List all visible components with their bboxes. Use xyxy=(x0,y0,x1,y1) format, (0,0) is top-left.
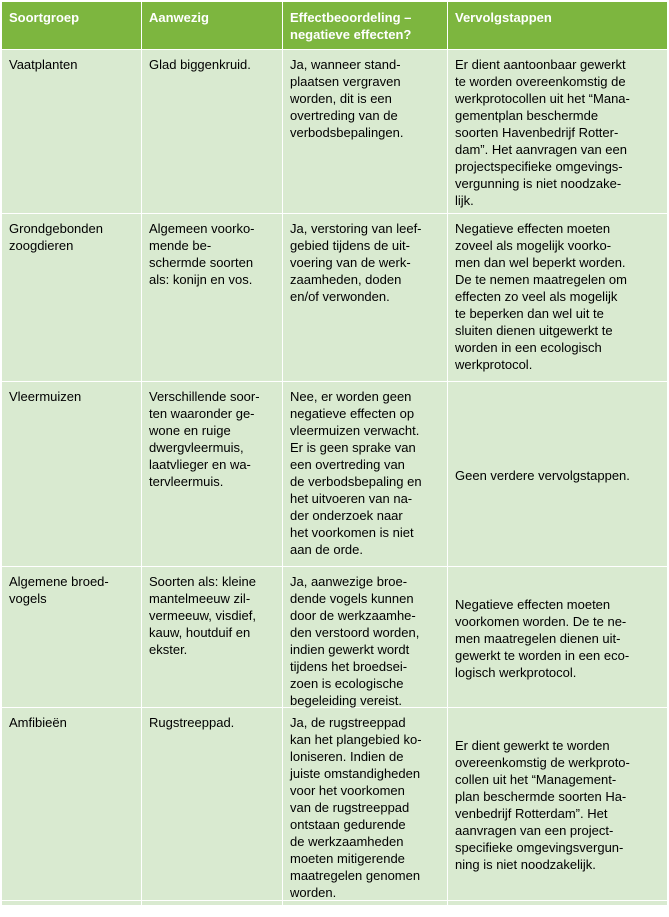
cell-vervolg: Geen verdere vervolgstappen. xyxy=(448,382,668,567)
cell-soortgroep: Vleermuizen xyxy=(2,382,142,567)
cell-aanwezig: Glad biggenkruid. xyxy=(142,50,283,214)
table-row-empty xyxy=(2,901,668,906)
header-effectbeoordeling: Effectbeoordeling – negatieve effecten? xyxy=(283,2,448,50)
cell-empty xyxy=(142,901,283,906)
cell-aanwezig: Rugstreeppad. xyxy=(142,708,283,901)
cell-soortgroep: Grondgebonden zoogdieren xyxy=(2,214,142,382)
cell-vervolg: Negatieve effecten moeten zoveel als mogelijk voorko- men dan wel beperkt worden. De te nemen maatregelen om effecten zo veel als mogelijk te beperken dan wel uit te sluiten dienen uitgewerkt te worden in een ecologisch werkprotocol. xyxy=(448,214,668,382)
cell-empty xyxy=(283,901,448,906)
cell-soortgroep: Amfibieën xyxy=(2,708,142,901)
cell-vervolg: Er dient aantoonbaar gewerkt te worden overeenkomstig de werkprotocollen uit het “Mana- gementplan beschermde soorten Havenbedrijf Rotter- dam”. Het aanvragen van een projectspecifieke omgevings- vergunning is niet noodzake- lijk. xyxy=(448,50,668,214)
species-assessment-table xyxy=(1,1,668,906)
table-row xyxy=(2,382,668,567)
cell-vervolg: Er dient gewerkt te worden overeenkomstig de werkproto- collen uit het “Management- plan beschermde soorten Ha- venbedrijf Rotterdam”. Het aanvragen van een project- specifieke omgevingsvergun- ning is niet noodzakelijk. xyxy=(448,708,668,901)
cell-vervolg: Negatieve effecten moeten voorkomen worden. De te ne- men maatregelen dienen uit- gewerkt te worden in een eco- logisch werkprotocol. xyxy=(448,567,668,708)
cell-empty xyxy=(2,901,142,906)
cell-aanwezig: Verschillende soor- ten waaronder ge- wone en ruige dwergvleermuis, laatvlieger en wa- tervleermuis. xyxy=(142,382,283,567)
cell-aanwezig: Algemeen voorko- mende be- schermde soorten als: konijn en vos. xyxy=(142,214,283,382)
cell-empty xyxy=(448,901,668,906)
cell-effect: Ja, wanneer stand- plaatsen vergraven worden, dit is een overtreding van de verbodsbepalingen. xyxy=(283,50,448,214)
header-aanwezig: Aanwezig xyxy=(142,2,283,50)
table-row xyxy=(2,214,668,382)
cell-aanwezig: Soorten als: kleine mantelmeeuw zil- vermeeuw, visdief, kauw, houtduif en ekster. xyxy=(142,567,283,708)
cell-soortgroep: Vaatplanten xyxy=(2,50,142,214)
cell-effect: Nee, er worden geen negatieve effecten op vleermuizen verwacht. Er is geen sprake van een overtreding van de verbodsbepaling en het uitvoeren van na- der onderzoek naar het voorkomen is niet aan de orde. xyxy=(283,382,448,567)
cell-effect: Ja, verstoring van leef- gebied tijdens de uit- voering van de werk- zaamheden, doden en/of verwonden. xyxy=(283,214,448,382)
cell-soortgroep: Algemene broed- vogels xyxy=(2,567,142,708)
table-row xyxy=(2,50,668,214)
cell-effect: Ja, de rugstreeppad kan het plangebied ko- loniseren. Indien de juiste omstandigheden voor het voorkomen van de rugstreeppad ontstaan gedurende de werkzaamheden moeten mitigerende maatregelen genomen worden. xyxy=(283,708,448,901)
header-row xyxy=(2,2,668,50)
header-soortgroep: Soortgroep xyxy=(2,2,142,50)
cell-effect: Ja, aanwezige broe- dende vogels kunnen door de werkzaamhe- den verstoord worden, indien gewerkt wordt tijdens het broedsei- zoen is ecologische begeleiding vereist. xyxy=(283,567,448,708)
table-row xyxy=(2,708,668,901)
header-vervolgstappen: Vervolgstappen xyxy=(448,2,668,50)
table-row xyxy=(2,567,668,708)
